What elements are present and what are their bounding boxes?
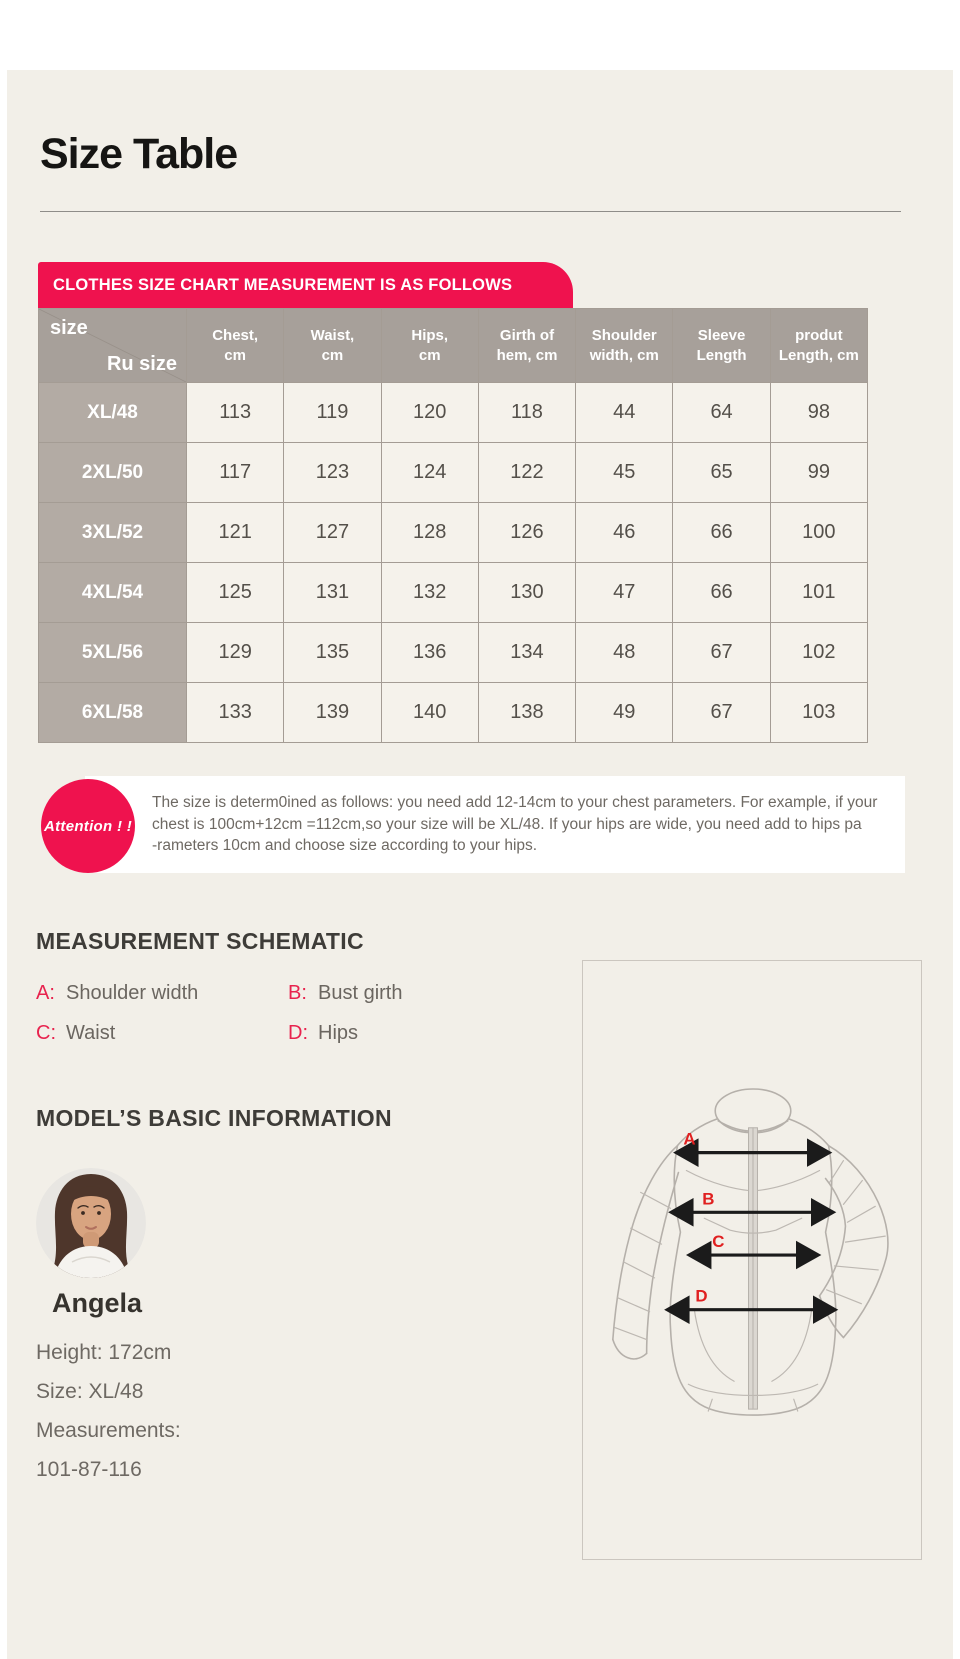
size-value-cell: 102 [771,623,868,683]
corner-ru-size-label: Ru size [106,353,177,375]
legend-item [36,1022,288,1045]
size-value-cell: 66 [673,503,770,563]
legend-label: Bust girth [318,982,403,1004]
legend-key: B: [288,982,307,1004]
size-value-cell: 127 [284,503,381,563]
column-header: produt Length, cm [771,309,868,383]
size-value-cell: 103 [771,683,868,743]
attention-note [85,776,905,873]
size-row-label: 4XL/54 [39,563,187,623]
size-value-cell: 120 [382,383,479,443]
size-value-cell: 136 [382,623,479,683]
size-value-cell: 67 [673,683,770,743]
banner-label: CLOTHES SIZE CHART MEASUREMENT IS AS FOLLOWS [53,275,513,294]
size-value-cell: 44 [576,383,673,443]
legend-label: Hips [318,1022,359,1044]
size-row-label: 2XL/50 [39,443,187,503]
legend-grid [36,982,516,1045]
size-table [38,308,868,743]
attention-line: -rameters 10cm and choose size according to your hips. [152,837,538,854]
size-row-label: 6XL/58 [39,683,187,743]
size-value-cell: 130 [479,563,576,623]
size-value-cell: 66 [673,563,770,623]
column-header: Waist, cm [284,309,381,383]
size-value-cell: 47 [576,563,673,623]
column-header: Shoulder width, cm [576,309,673,383]
legend-item [36,982,288,1005]
size-value-cell: 65 [673,443,770,503]
size-chart-banner [38,262,573,308]
size-value-cell: 101 [771,563,868,623]
measurement-schematic-heading: MEASUREMENT SCHEMATIC [36,928,364,954]
size-value-cell: 64 [673,383,770,443]
size-row-label: 3XL/52 [39,503,187,563]
model-detail-line: Measurements: [36,1419,181,1442]
size-value-cell: 134 [479,623,576,683]
legend-key: A: [36,982,55,1004]
model-detail-line: Height: 172cm [36,1341,172,1364]
diagram-label-b: B [702,1189,715,1209]
size-value-cell: 99 [771,443,868,503]
model-detail-line: Size: XL/48 [36,1380,144,1403]
legend-item [288,1022,516,1045]
legend-label: Shoulder width [66,982,199,1004]
size-row-label: XL/48 [39,383,187,443]
size-value-cell: 131 [284,563,381,623]
size-value-cell: 48 [576,623,673,683]
size-value-cell: 129 [187,623,284,683]
attention-line: The size is determ0ined as follows: you need add 12-14cm to your chest parameters. For example, if your [152,794,878,811]
size-value-cell: 49 [576,683,673,743]
size-value-cell: 113 [187,383,284,443]
size-value-cell: 100 [771,503,868,563]
size-value-cell: 124 [382,443,479,503]
size-value-cell: 139 [284,683,381,743]
table-corner-cell [39,309,187,383]
attention-line: chest is 100cm+12cm =112cm,so your size will be XL/48. If your hips are wide, you need add to hips pa [152,815,862,833]
coat-diagram [583,961,921,1559]
measurement-diagram [582,960,922,1560]
size-value-cell: 128 [382,503,479,563]
model-info-heading: MODEL’S BASIC INFORMATION [36,1105,392,1131]
model-avatar-image [36,1168,146,1278]
legend-label: Waist [66,1022,116,1044]
size-row-label: 5XL/56 [39,623,187,683]
legend-item [288,982,516,1005]
size-value-cell: 125 [187,563,284,623]
model-details [36,1341,181,1497]
size-value-cell: 132 [382,563,479,623]
size-value-cell: 122 [479,443,576,503]
column-header: Hips, cm [382,309,479,383]
size-value-cell: 46 [576,503,673,563]
size-value-cell: 67 [673,623,770,683]
attention-badge [41,779,135,873]
size-value-cell: 138 [479,683,576,743]
size-value-cell: 140 [382,683,479,743]
attention-text [152,792,877,857]
size-value-cell: 98 [771,383,868,443]
size-value-cell: 126 [479,503,576,563]
model-name: Angela [52,1288,143,1318]
legend-key: C: [36,1022,56,1044]
model-avatar [36,1168,146,1278]
attention-badge-label: Attention ! ! [43,817,133,835]
size-value-cell: 121 [187,503,284,563]
column-header: Girth of hem, cm [479,309,576,383]
size-value-cell: 133 [187,683,284,743]
size-value-cell: 119 [284,383,381,443]
page-title: Size Table [40,130,238,178]
size-value-cell: 117 [187,443,284,503]
column-header: Sleeve Length [673,309,770,383]
corner-size-label: size [50,317,88,339]
size-value-cell: 118 [479,383,576,443]
diagram-label-c: C [712,1232,725,1252]
legend-key: D: [288,1022,308,1044]
diagram-label-d: D [695,1286,708,1306]
size-value-cell: 45 [576,443,673,503]
column-header: Chest, cm [187,309,284,383]
size-value-cell: 123 [284,443,381,503]
size-value-cell: 135 [284,623,381,683]
title-divider [40,211,901,212]
model-detail-line: 101-87-116 [36,1458,142,1481]
diagram-label-a: A [683,1129,696,1149]
